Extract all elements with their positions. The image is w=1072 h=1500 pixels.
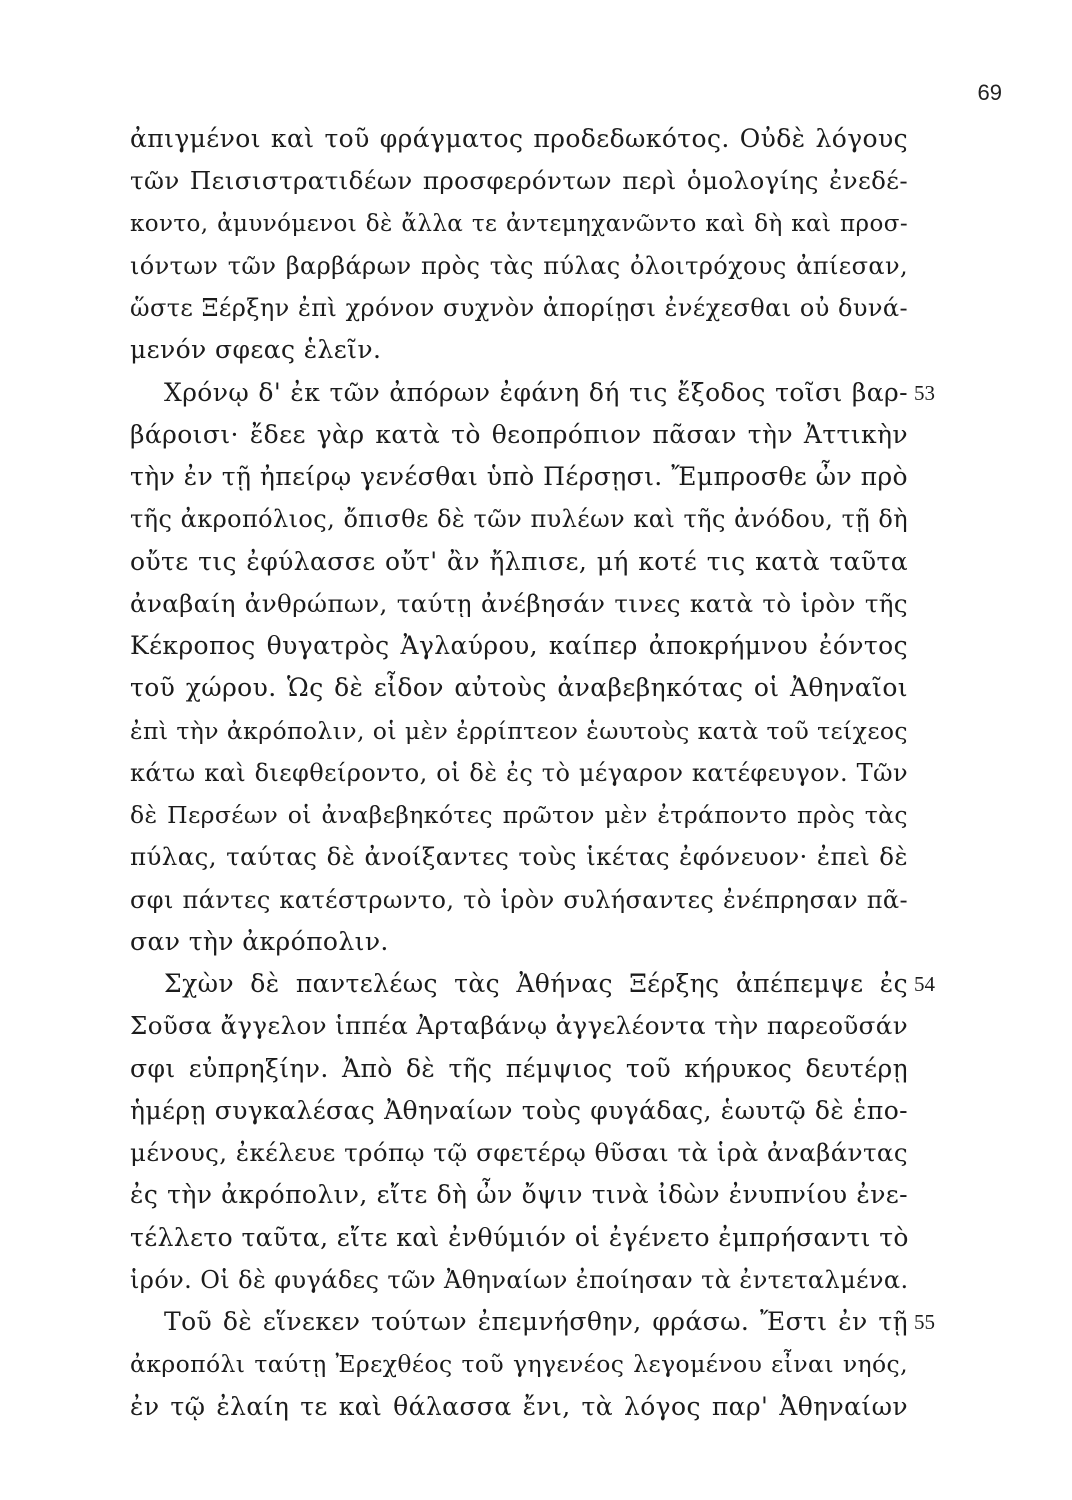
text-line	[130, 1386, 908, 1428]
text-line	[130, 1259, 908, 1301]
text-line	[130, 160, 908, 202]
text-line	[130, 245, 908, 287]
text-line	[130, 498, 908, 540]
text-line	[130, 1005, 908, 1047]
text-line	[130, 1343, 908, 1385]
text-line-content: πύλας, ταύτας δὲ ἀνοίξαντες τοὺς ἱκέτας ἐφόνευον· ἐπεὶ δὲ	[130, 842, 908, 872]
text-line-content: ἐπὶ τὴν ἀκρόπολιν, οἱ μὲν ἐρρίπτεον ἑωυτοὺς κατὰ τοῦ τείχεος	[130, 716, 908, 745]
text-line-content: Σχὼν δὲ παντελέως τὰς Ἀθήνας Ξέρξης ἀπέπεμψε ἐς	[164, 969, 908, 998]
greek-text-body	[130, 118, 935, 1428]
text-line-content: ἐς τὴν ἀκρόπολιν, εἴτε δὴ ὦν ὄψιν τινὰ ἰδὼν ἐνυπνίου ἐνε-	[130, 1180, 908, 1210]
text-line-content: τοῦ χώρου. Ὡς δὲ εἶδον αὐτοὺς ἀναβεβηκότας οἱ Ἀθηναῖοι	[130, 673, 908, 703]
text-line	[130, 752, 908, 794]
text-line	[130, 1132, 908, 1174]
text-line-content: Σοῦσα ἄγγελον ἱππέα Ἀρταβάνῳ ἀγγελέοντα τὴν παρεοῦσάν	[130, 1011, 908, 1041]
text-line-content: ιόντων τῶν βαρβάρων πρὸς τὰς πύλας ὀλοιτρόχους ἀπίεσαν,	[130, 251, 908, 280]
text-line-content: σφι πάντες κατέστρωντο, τὸ ἱρὸν συλήσαντες ἐνέπρησαν πᾶ-	[130, 885, 908, 914]
text-line	[130, 794, 908, 836]
text-line	[130, 1090, 908, 1132]
text-line-content: Κέκροπος θυγατρὸς Ἀγλαύρου, καίπερ ἀποκρήμνου ἐόντος	[130, 631, 908, 660]
text-line	[130, 372, 935, 414]
text-line	[130, 1048, 908, 1090]
text-line-content: ἀπιγμένοι καὶ τοῦ φράγματος προδεδωκότος. Οὐδὲ λόγους	[130, 124, 908, 153]
text-line-content: μένους, ἐκέλευε τρόπῳ τῷ σφετέρῳ θῦσαι τὰ ἱρὰ ἀναβάντας	[130, 1138, 908, 1167]
text-line-content: σφι εὐπρηξίην. Ἀπὸ δὲ τῆς πέμψιος τοῦ κήρυκος δευτέρῃ	[130, 1053, 908, 1083]
text-line	[130, 1174, 908, 1216]
text-line	[130, 921, 908, 963]
text-line-content: τῆς ἀκροπόλιος, ὄπισθε δὲ τῶν πυλέων καὶ τῆς ἀνόδου, τῇ δὴ	[130, 505, 908, 534]
text-line-content: ἡμέρῃ συγκαλέσας Ἀθηναίων τοὺς φυγάδας, ἑωυτῷ δὲ ἑπο-	[130, 1095, 908, 1125]
section-number: 53	[914, 380, 935, 405]
text-line	[130, 329, 908, 371]
text-line	[130, 541, 908, 583]
text-line-content: Χρόνῳ δ' ἐκ τῶν ἀπόρων ἐφάνη δή τις ἔξοδος τοῖσι βαρ-	[164, 377, 908, 407]
text-line	[130, 710, 908, 752]
text-line	[130, 118, 908, 160]
text-line-content: μενόν σφεας ἑλεῖν.	[130, 335, 382, 365]
text-line	[130, 414, 908, 456]
text-line-content: τῶν Πεισιστρατιδέων προσφερόντων περὶ ὁμολογίης ἐνεδέ-	[130, 166, 908, 196]
text-line-content: τέλλετο ταῦτα, εἴτε καὶ ἐνθύμιόν οἱ ἐγένετο ἐμπρήσαντι τὸ	[130, 1222, 909, 1252]
text-line-content: δὲ Περσέων οἱ ἀναβεβηκότες πρῶτον μὲν ἐτράποντο πρὸς τὰς	[130, 801, 908, 829]
text-line-content: κάτω καὶ διεφθείροντο, οἱ δὲ ἐς τὸ μέγαρον κατέφευγον. Τῶν	[130, 758, 908, 787]
text-line	[130, 203, 908, 245]
text-line	[130, 1301, 935, 1343]
text-line-content: κοντο, ἀμυνόμενοι δὲ ἄλλα τε ἀντεμηχανῶντο καὶ δὴ καὶ προσ-	[130, 210, 908, 237]
text-line-content: οὔτε τις ἐφύλασσε οὔτ' ἂν ἤλπισε, μή κοτέ τις κατὰ ταῦτα	[130, 546, 908, 576]
text-line-content: τὴν ἐν τῇ ἠπείρῳ γενέσθαι ὑπὸ Πέρσῃσι. Ἔμπροσθε ὦν πρὸ	[130, 462, 908, 491]
text-line	[130, 1217, 908, 1259]
text-line	[130, 456, 908, 498]
text-line	[130, 583, 908, 625]
section-number: 54	[914, 972, 935, 996]
page-number: 69	[977, 80, 1002, 105]
text-line	[130, 963, 935, 1005]
text-line	[130, 625, 908, 667]
text-line	[130, 667, 908, 709]
text-line-content: ἱρόν. Οἱ δὲ φυγάδες τῶν Ἀθηναίων ἐποίησαν τὰ ἐντεταλμένα.	[130, 1265, 909, 1294]
text-line	[130, 836, 908, 878]
text-line-content: σαν τὴν ἀκρόπολιν.	[130, 926, 389, 956]
text-line-content: Τοῦ δὲ εἵνεκεν τούτων ἐπεμνήσθην, φράσω. Ἔστι ἐν τῇ	[164, 1307, 908, 1336]
section-number: 55	[914, 1310, 935, 1334]
text-line-content: ἀναβαίη ἀνθρώπων, ταύτῃ ἀνέβησάν τινες κατὰ τὸ ἱρὸν τῆς	[130, 588, 908, 618]
text-line-content: ἐν τῷ ἐλαίη τε καὶ θάλασσα ἔνι, τὰ λόγος παρ' Ἀθηναίων	[130, 1391, 908, 1421]
text-line-content: ὥστε Ξέρξην ἐπὶ χρόνον συχνὸν ἀπορίῃσι ἐνέχεσθαι οὐ δυνά-	[130, 294, 908, 322]
text-line	[130, 879, 908, 921]
text-line-content: βάροισι· ἔδεε γὰρ κατὰ τὸ θεοπρόπιον πᾶσαν τὴν Ἀττικὴν	[130, 419, 908, 449]
text-line-content: ἀκροπόλι ταύτῃ Ἐρεχθέος τοῦ γηγενέος λεγομένου εἶναι νηός,	[130, 1350, 908, 1379]
text-line	[130, 287, 908, 329]
